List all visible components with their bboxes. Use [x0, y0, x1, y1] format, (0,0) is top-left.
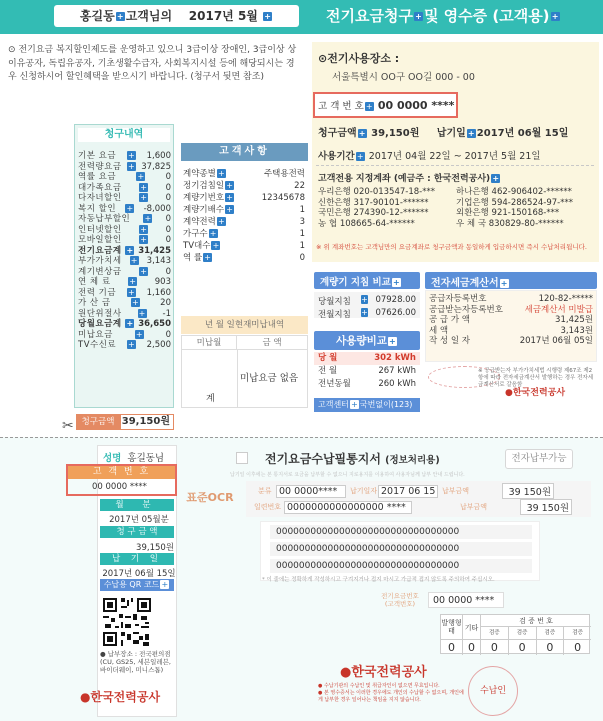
- stub-cno-label: 고 객 번 호: [68, 466, 175, 479]
- charge-row: 원단위절사 + -1: [78, 309, 171, 320]
- charges-total-label: 청구금액: [76, 414, 120, 430]
- meter-label: 전월지침: [318, 310, 351, 320]
- amount-value: 39,150원: [371, 128, 420, 139]
- grid-h-etc: 기타: [463, 615, 481, 639]
- customer-info-row: 역 률+ 0: [183, 252, 305, 264]
- charges-total-value: 39,150원: [120, 414, 174, 430]
- ocr-row-1: 분류 00 0000**** 납기일자 2017 06 15 납부금액 39 150원: [258, 484, 588, 498]
- ocr-row-2: 일련번호 0000000000000000 **** 납부금액 39 150원: [254, 500, 588, 514]
- customer-info-list: [183, 168, 305, 264]
- usage-period-row: [318, 148, 541, 162]
- kepco-logo-icon: ●: [340, 665, 352, 680]
- charge-row: 다자녀할인 + 0: [78, 193, 171, 204]
- notice-text: 전기요금 복지할인제도를 운영하고 있으니 3급이상 장애인, 3급이상 상이유공자, 독립유공자, 기초생활수급자, 사회복지시설 등에 해당되시는 경우 신청하시어 할인혜택을 받으시기 바랍니다. (청구서 뒷면 참조): [8, 45, 297, 82]
- kepco-logo-icon: ●: [80, 690, 91, 704]
- charge-row: 부가가치세 + 3,143: [78, 256, 171, 267]
- add-icon[interactable]: [350, 400, 359, 409]
- stub-qr-note: ● 납부장소 : 전국편의점 (CU, GS25, 세븐일레븐, 바이더웨이, 미니스톱): [100, 650, 171, 674]
- usage-compare-table: 당 월 302 kWh 전 월 267 kWh 전년동월 260 kWh: [314, 352, 420, 394]
- add-icon[interactable]: [500, 279, 509, 288]
- grid-h-issue: 발행형태: [441, 615, 463, 639]
- due-value: 2017년 06월 15일: [476, 128, 569, 139]
- customer-info-row: 계약전력+ 3: [183, 216, 305, 228]
- account-list: [318, 187, 598, 229]
- charge-row: 미납요금 + 0: [78, 330, 171, 341]
- unpaid-total: 계: [206, 394, 215, 404]
- ocr-code-line: 00000000000000000000000000000000: [270, 525, 532, 539]
- account-warning: ※ 위 계좌번호는 고객님만의 요금계좌로 청구금액과 동일하게 입금하시면 즉시 수납처리됩니다.: [316, 243, 587, 251]
- add-icon[interactable]: [127, 340, 136, 349]
- add-icon[interactable]: [361, 308, 369, 317]
- bill-period: 2017년 5월: [188, 9, 258, 23]
- add-icon[interactable]: [225, 181, 234, 190]
- qr-code-icon[interactable]: [101, 596, 153, 648]
- unpaid-table: [181, 335, 308, 408]
- add-icon[interactable]: [135, 330, 144, 339]
- stub-name: 성명 홍길동님: [103, 453, 165, 464]
- customer-info-row: TV대수+ 1: [183, 240, 305, 252]
- add-icon[interactable]: [365, 102, 374, 111]
- add-icon[interactable]: [217, 169, 226, 178]
- kepco-logo-icon: ●: [505, 388, 513, 398]
- company-logo-main: ●한국전력공사: [340, 665, 427, 680]
- add-icon[interactable]: [143, 214, 152, 223]
- add-icon[interactable]: [125, 319, 134, 328]
- stub-amount-value: 39,150원: [136, 543, 174, 553]
- add-icon[interactable]: [139, 267, 148, 276]
- charge-row: 역률 요금 + 0: [78, 172, 171, 183]
- charge-row: 전력량요금 + 37,825: [78, 162, 171, 173]
- tax-invoice-table: 공급자등록번호 120-82-***** 공급받는자등록번호 세금계산서 미발급 공 급 가 액 31,425원 세 액 3,143원 작 성 일 자 2017년 06월 05일: [425, 290, 597, 362]
- add-icon[interactable]: [127, 162, 136, 171]
- ocr-code-line: 00000000000000000000000000000000: [270, 542, 532, 556]
- stub-qr-label: 수납용 QR 코드+: [100, 579, 174, 591]
- account-row: 농 협 108665-64-****** 우 체 국 830829-80-******: [318, 218, 564, 229]
- cut-line: [0, 437, 603, 438]
- welfare-notice: [8, 44, 303, 85]
- charge-row: TV수신료 + 2,500: [78, 340, 171, 351]
- customer-info-row: 계량기번호+ 12345678: [183, 192, 305, 204]
- usage-place-address: 서울특별시 OO구 OO길 000 - 00: [332, 72, 475, 83]
- title-text: 전기요금청구: [326, 7, 413, 25]
- add-icon[interactable]: [209, 229, 218, 238]
- title-text-2: 및 영수증 (고객용): [423, 7, 550, 25]
- stub-bottom-notes: ● 수납기관의 수납인 및 취급자인이 없으면 무효입니다. ● 본 영수증서는 이러한 경우에도 개인의 수납할 수 없으며, 개인에게 납부한 경우 일어나는 책임을 지지 않습니다.: [318, 683, 464, 703]
- receipt-stamp: 수납인: [468, 666, 518, 716]
- add-icon[interactable]: [136, 172, 145, 181]
- add-icon[interactable]: [414, 12, 423, 21]
- charge-row: 전력 기금 + 1,160: [78, 288, 171, 299]
- charge-row: 복지 할인 + -8,000: [78, 204, 171, 215]
- add-icon[interactable]: [361, 295, 369, 304]
- add-icon[interactable]: [139, 193, 148, 202]
- charge-row: 인터넷할인 + 0: [78, 225, 171, 236]
- add-icon[interactable]: [392, 278, 401, 287]
- due-label: 납기일: [436, 128, 466, 139]
- meter-value: 07626.00: [375, 308, 416, 318]
- customer-number-value: 00 0000 ****: [377, 99, 455, 112]
- add-icon[interactable]: [217, 217, 226, 226]
- tax-invoice-title: 전자세금계산서+: [425, 272, 597, 289]
- add-icon[interactable]: [491, 174, 500, 183]
- add-icon[interactable]: [203, 253, 212, 262]
- unpaid-title: 년 월 일현재미납내역: [181, 316, 308, 334]
- customer-number-label: 고 객 번 호: [318, 101, 364, 112]
- add-icon[interactable]: [127, 151, 136, 160]
- add-icon[interactable]: [551, 12, 560, 21]
- honorific: 고객님의: [125, 9, 173, 23]
- unpaid-none: 미납요금 없음: [240, 373, 299, 384]
- account-row: 우리은행 020-013547-18-*** 하나은행 462-906402-******: [318, 187, 572, 197]
- account-row: 국민은행 274390-12-****** 외환은행 921-150168-***: [318, 208, 560, 218]
- stub-amount-label: 청 구 금 액: [100, 526, 174, 538]
- grid-h-verify: 검 증 번 호: [481, 615, 591, 627]
- customer-info-row: 계량기배수+ 1: [183, 204, 305, 216]
- meter-compare-title: 계량기 지침 비교+: [314, 272, 420, 289]
- charge-row: 가 산 금 + 20: [78, 298, 171, 309]
- customer-info-row: 계약종별+ 주택용전력: [183, 168, 305, 180]
- period-value: 2017년 04월 22일 ~ 2017년 5월 21일: [368, 151, 541, 162]
- stub-cust-value: 00 0000 ****: [428, 592, 504, 608]
- stub-due-value: 2017년 06월 15일: [102, 569, 176, 579]
- charge-row: 자동납부할인 + 0: [78, 214, 171, 225]
- charge-row: 연 체 료 + 903: [78, 277, 171, 288]
- amount-label: 청구금액: [318, 128, 357, 139]
- ocr-label: 표준OCR: [186, 491, 234, 504]
- ocr-code-line: 00000000000000000000000000000000: [270, 559, 532, 573]
- add-icon[interactable]: [211, 241, 220, 250]
- meter-values: [314, 292, 420, 318]
- stub-month-value: 2017년 05월분: [109, 515, 169, 525]
- add-icon[interactable]: [138, 309, 147, 318]
- ocr-note: * 이 줄에는 정확하게 작성하시고 구겨지거나 접지 마시고 가급적 접지 않도록 주의하여 주십시오.: [262, 577, 495, 583]
- add-icon[interactable]: [388, 337, 397, 346]
- add-icon[interactable]: [225, 193, 234, 202]
- charge-row: 대가족요금 + 0: [78, 183, 171, 194]
- add-icon[interactable]: [128, 277, 137, 286]
- target-icon: ⊙: [318, 52, 328, 65]
- stub-cust-label: 전기요금번호 (고객번호): [381, 592, 419, 608]
- add-icon[interactable]: [467, 129, 476, 138]
- unpaid-col-amount: 금 액: [262, 338, 282, 348]
- charges-list: [78, 151, 171, 351]
- stub-month-label: 월 분: [100, 499, 174, 511]
- e-payment-badge[interactable]: 전자납부가능: [505, 449, 573, 469]
- charge-row: 전기요금계 + 31,425: [78, 246, 171, 257]
- unpaid-col-month: 미납월: [182, 336, 237, 349]
- charge-row: 당월요금계 + 36,650: [78, 319, 171, 330]
- stub-cno-value: 00 0000 ****: [92, 482, 147, 492]
- charge-row: 모바일할인 + 0: [78, 235, 171, 246]
- add-icon[interactable]: [358, 129, 367, 138]
- add-icon[interactable]: [263, 12, 272, 21]
- charge-row: 기본 요금 + 1,600: [78, 151, 171, 162]
- tax-note: ※ 공급받는자 부가가치세법 시행령 제67조 제2항에 따라 전자세금계산서 발행하는 경우 전자세금계산서로 갈음함: [478, 368, 594, 388]
- add-icon[interactable]: [139, 225, 148, 234]
- add-icon[interactable]: [160, 580, 169, 589]
- scissors-icon: ✂: [62, 418, 74, 434]
- period-label: 사용기간: [318, 151, 355, 162]
- notice-bullet-icon: ⊙: [8, 45, 19, 55]
- charge-row: 계기변상금 + 0: [78, 267, 171, 278]
- customer-info-title: 고객사항: [181, 143, 308, 161]
- header-period-box: [54, 5, 299, 27]
- accounts-title: 고객전용 지정계좌 (예금주 : 한국전력공사)+: [318, 171, 501, 184]
- header-title: [326, 5, 561, 26]
- account-row: 신한은행 317-90101-****** 기업은행 594-286524-97-***: [318, 197, 573, 208]
- customer-info-row: 정기검침일+ 22: [183, 180, 305, 192]
- customer-number: [318, 98, 454, 112]
- add-icon[interactable]: [225, 205, 234, 214]
- add-icon[interactable]: [356, 152, 365, 161]
- usage-compare-title: 사용량비교+: [314, 331, 420, 350]
- meter-label: 당월지침: [318, 297, 351, 307]
- billing-amount-row: [318, 124, 568, 139]
- add-icon[interactable]: [116, 12, 125, 21]
- customer-name: 홍길동: [79, 9, 115, 23]
- company-logo-stub: ●한국전력공사: [80, 690, 161, 704]
- stub-due-label: 납 기 일: [100, 553, 174, 565]
- add-icon[interactable]: [125, 204, 134, 213]
- stub-subnote: 납기일 이후에는 본 통지서로 요금을 납부할 수 없으니 지로용지를 이용하여 사용자님께 납부 안내 드립니다.: [230, 472, 465, 478]
- add-icon[interactable]: [130, 256, 139, 265]
- verification-grid: 발행형태 기타 검 증 번 호 검증 검증 검증 검증 0 0 0 0 0 0: [440, 614, 590, 654]
- call-center[interactable]: 고객센터+ 국번없이(123): [314, 398, 420, 412]
- stub-title: 전기요금수납필통지서 (정보처리용): [265, 452, 440, 466]
- customer-info-row: 가구수+ 1: [183, 228, 305, 240]
- add-icon[interactable]: [125, 246, 134, 255]
- divider: [316, 165, 594, 166]
- add-icon[interactable]: [139, 235, 148, 244]
- add-icon[interactable]: [139, 183, 148, 192]
- add-icon[interactable]: [131, 298, 140, 307]
- meter-value: 07928.00: [375, 295, 416, 305]
- add-icon[interactable]: [127, 288, 136, 297]
- usage-place-label: ⊙전기사용장소 :: [318, 52, 400, 65]
- checkbox-icon[interactable]: [236, 452, 248, 464]
- charges-title: 청구내역: [78, 128, 170, 142]
- company-logo-small: ●한국전력공사: [505, 388, 566, 398]
